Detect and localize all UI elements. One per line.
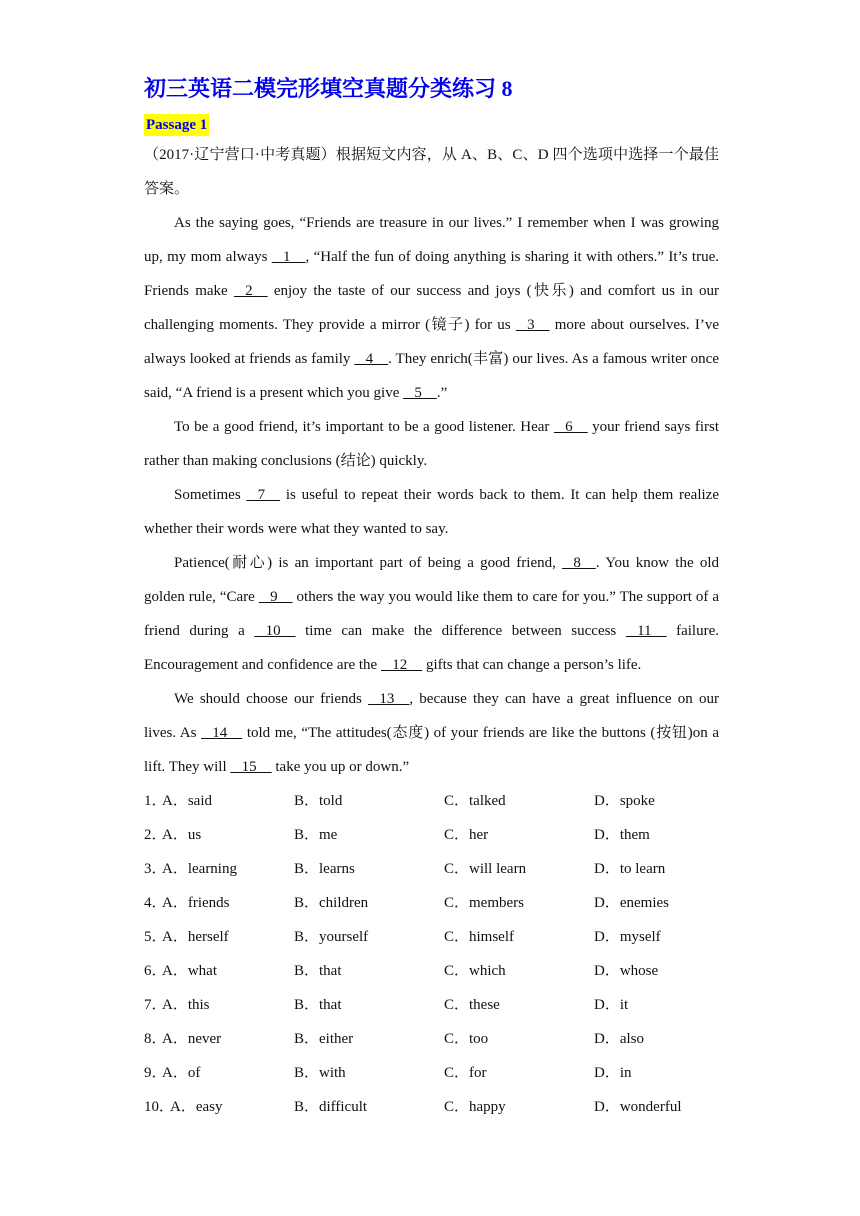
option-d: D．wonderful <box>594 1099 682 1115</box>
option-a: A．said <box>162 793 212 809</box>
question-number: 7． <box>144 997 167 1013</box>
paragraph-text: others the way you would like them to care for you.” The support of a friend during a <box>144 589 719 639</box>
option-row <box>144 784 719 818</box>
option-d: D．enemies <box>594 895 669 911</box>
blank: 12 <box>380 657 423 673</box>
option-a: A．friends <box>162 895 230 911</box>
option-b: B．children <box>294 895 369 911</box>
option-c: C．too <box>444 1031 489 1047</box>
option-row <box>144 1022 719 1056</box>
option-c: C．himself <box>444 929 514 945</box>
blank: 14 <box>201 725 243 741</box>
document-page <box>144 72 719 1124</box>
paragraph <box>144 546 719 682</box>
passage-label: Passage 1 <box>144 114 209 136</box>
paragraph-text: take you up or down.” <box>271 759 410 775</box>
option-row <box>144 1090 719 1124</box>
option-b: B．that <box>294 963 342 979</box>
paragraph-text: Sometimes <box>174 487 247 503</box>
option-d: D．it <box>594 997 629 1013</box>
blank: 1 <box>271 249 306 265</box>
blank: 11 <box>625 623 667 639</box>
paragraph-text: , “Half the fun of doing anything is sharing it with others.” It’s true. Friends make <box>144 249 719 299</box>
paragraph <box>144 410 719 478</box>
option-b: B．learns <box>294 861 355 877</box>
blank: 9 <box>258 589 293 605</box>
paragraph <box>144 478 719 546</box>
question-number: 6． <box>144 963 167 979</box>
blank: 2 <box>233 283 268 299</box>
paragraph-text: Patience(耐心) is an important part of being a good friend, <box>174 555 563 571</box>
option-a: A．never <box>162 1031 222 1047</box>
paragraph-text: enjoy the taste of our success and joys (快乐) and comfort us in our challenging moments. They provide a mirror (镜子) for us <box>144 283 719 333</box>
option-row <box>144 852 719 886</box>
paragraph-text: We should choose our friends <box>174 691 369 707</box>
paragraph-text: failure. Encouragement and confidence are the <box>144 623 719 673</box>
blank: 8 <box>562 555 596 571</box>
paragraph-text: gifts that can change a person’s life. <box>422 657 642 673</box>
option-c: C．talked <box>444 793 506 809</box>
option-c: C．her <box>444 827 489 843</box>
blank: 7 <box>246 487 281 503</box>
blank: 6 <box>553 419 588 435</box>
option-b: B．difficult <box>294 1099 368 1115</box>
blank: 4 <box>354 351 389 367</box>
paragraph-text: is useful to repeat their words back to them. It can help them realize whether their words were what they wanted to say. <box>144 487 719 537</box>
question-number: 8． <box>144 1031 167 1047</box>
option-row <box>144 954 719 988</box>
option-b: B．told <box>294 793 343 809</box>
option-a: A．us <box>162 827 202 843</box>
option-c: C．which <box>444 963 506 979</box>
option-d: D．in <box>594 1065 632 1081</box>
question-number: 4． <box>144 895 167 911</box>
option-d: D．myself <box>594 929 661 945</box>
option-row <box>144 1056 719 1090</box>
paragraph-text: , because they can have a great influence on our lives. As <box>144 691 720 741</box>
blank: 10 <box>254 623 296 639</box>
option-a: A．herself <box>162 929 229 945</box>
question-number: 10． <box>144 1099 175 1115</box>
option-a: A．easy <box>170 1099 223 1115</box>
option-a: A．what <box>162 963 217 979</box>
blank: 15 <box>230 759 272 775</box>
instructions: （2017·辽宁营口·中考真题）根据短文内容，从 A、B、C、D 四个选项中选择一个最佳答案。 <box>144 147 719 197</box>
option-row <box>144 818 719 852</box>
option-c: C．these <box>444 997 500 1013</box>
paragraph-text: told me, “The attitudes(态度) of your friends are like the buttons (按钮)on a lift. They will <box>144 725 719 775</box>
option-b: B．with <box>294 1065 346 1081</box>
option-d: D．whose <box>594 963 659 979</box>
paragraph-text: your friend says first rather than making conclusions (结论) quickly. <box>144 419 719 469</box>
option-a: A．of <box>162 1065 201 1081</box>
question-number: 1． <box>144 793 167 809</box>
paragraph-text: more about ourselves. I’ve always looked at friends as family <box>144 317 720 367</box>
option-row <box>144 886 719 920</box>
option-c: C．happy <box>444 1099 506 1115</box>
option-b: B．me <box>294 827 338 843</box>
blank: 3 <box>515 317 550 333</box>
option-a: A．learning <box>162 861 237 877</box>
option-row <box>144 920 719 954</box>
options-list <box>144 784 719 1124</box>
passage-body <box>144 206 719 784</box>
paragraph-text: . You know the old golden rule, “Care <box>144 555 719 605</box>
option-d: D．to learn <box>594 861 666 877</box>
option-b: B．that <box>294 997 342 1013</box>
paragraph <box>144 206 719 410</box>
blank: 13 <box>368 691 410 707</box>
option-d: D．spoke <box>594 793 655 809</box>
paragraph-text: time can make the difference between success <box>295 623 626 639</box>
paragraph-text: .” <box>436 385 448 401</box>
question-number: 2． <box>144 827 167 843</box>
question-number: 3． <box>144 861 167 877</box>
option-c: C．for <box>444 1065 487 1081</box>
question-number: 5． <box>144 929 167 945</box>
option-a: A．this <box>162 997 210 1013</box>
option-d: D．also <box>594 1031 644 1047</box>
option-b: B．either <box>294 1031 354 1047</box>
paragraph-text: . They enrich(丰富) our lives. As a famous writer once said, “A friend is a present which you give <box>144 351 719 401</box>
paragraph-text: To be a good friend, it’s important to be a good listener. Hear <box>174 419 554 435</box>
option-row <box>144 988 719 1022</box>
blank: 5 <box>403 385 437 401</box>
option-c: C．members <box>444 895 524 911</box>
option-b: B．yourself <box>294 929 369 945</box>
question-number: 9． <box>144 1065 167 1081</box>
option-d: D．them <box>594 827 650 843</box>
option-c: C．will learn <box>444 861 527 877</box>
page-title: 初三英语二模完形填空真题分类练习 8 <box>144 76 513 101</box>
paragraph <box>144 682 719 784</box>
paragraph-text: As the saying goes, “Friends are treasure in our lives.” I remember when I was growing up, my mom always <box>144 215 719 265</box>
